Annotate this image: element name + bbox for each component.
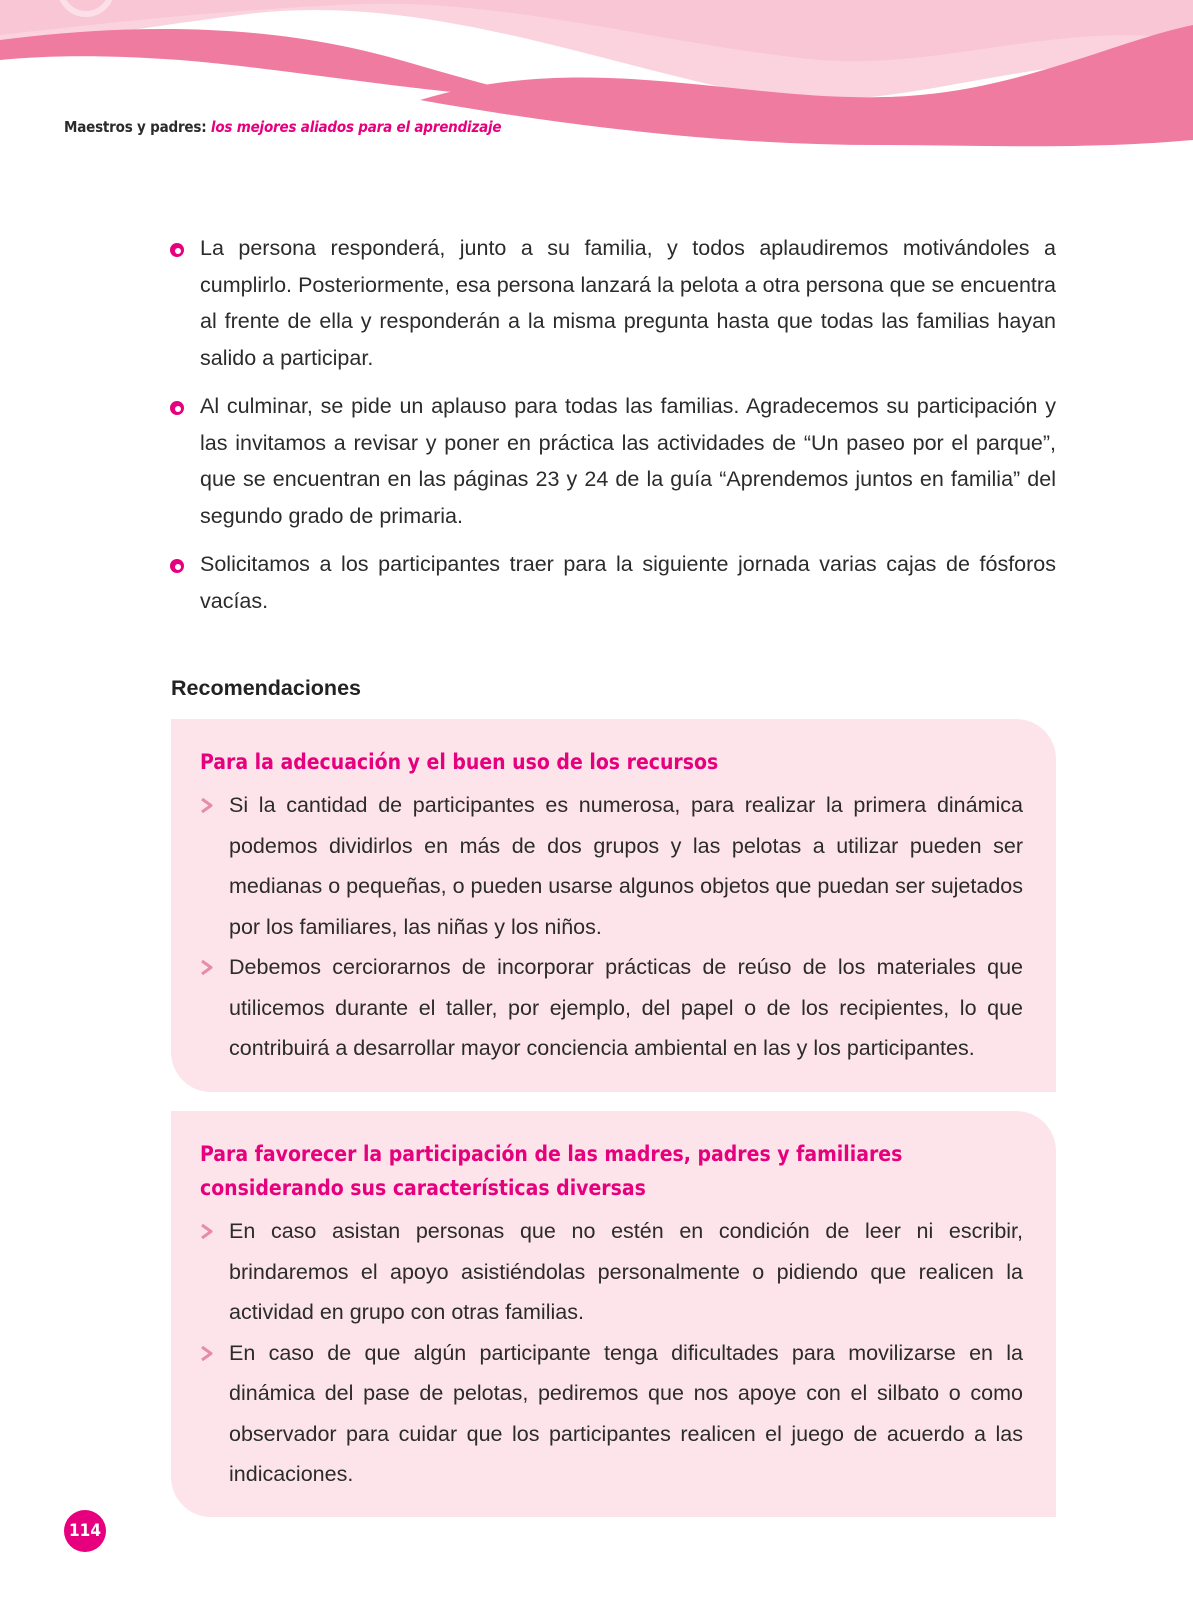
pink-circle-bullet-icon — [170, 243, 184, 257]
series-subtitle: los mejores aliados para el aprendizaje — [210, 118, 502, 136]
recommendation-box-participation — [171, 1111, 1056, 1517]
pink-circle-bullet-icon — [170, 401, 184, 415]
list-item — [200, 785, 1023, 947]
chevron-right-icon — [200, 960, 213, 975]
box-title: Para favorecer la participación de las madres, padres y familiares considerando sus características diversas — [200, 1142, 903, 1200]
recommendation-box-resources — [171, 719, 1056, 1092]
list-item-text: En caso asistan personas que no estén en condición de leer ni escribir, brindaremos el apoyo asistiéndolas personalmente o pidiendo que realicen la actividad en grupo con otras familias. — [229, 1219, 1023, 1324]
list-item-text: Si la cantidad de participantes es numerosa, para realizar la primera dinámica podemos dividirlos en más de dos grupos y las pelotas a utilizar pueden ser medianas o pequeñas, o pueden usarse algunos objetos que puedan ser sujetados por los familiares, las niñas y los niños. — [229, 793, 1023, 939]
running-head — [64, 118, 501, 136]
list-item-text: Debemos cerciorarnos de incorporar prácticas de reúso de los materiales que utilicemos durante el taller, por ejemplo, del papel o de los recipientes, lo que contribuirá a desarrollar mayor conciencia ambiental en las y los participantes. — [229, 955, 1023, 1060]
header-wave-decoration — [0, 0, 1193, 160]
box-item-list — [200, 785, 1023, 1069]
bullet-item — [170, 546, 1056, 619]
list-item-text: En caso de que algún participante tenga dificultades para movilizarse en la dinámica del pase de pelotas, pediremos que nos apoye con el silbato o como observador para cuidar que los participantes realicen el juego de acuerdo a las indicaciones. — [229, 1340, 1023, 1486]
list-item — [200, 947, 1023, 1069]
bullet-text: La persona responderá, junto a su familia, y todos aplaudiremos motivándoles a cumplirlo. Posteriormente, esa persona lanzará la pelota a otra persona que se encuentra al frente de ella y responderán a la misma pregunta hasta que todas las familias hayan salido a participar. — [200, 236, 1056, 370]
bullet-text: Al culminar, se pide un aplauso para todas las familias. Agradecemos su participación y las invitamos a revisar y poner en práctica las actividades de “Un paseo por el parque”, que se encuentran en las páginas 23 y 24 de la guía “Aprendemos juntos en familia” del segundo grado de primaria. — [200, 394, 1056, 528]
bullet-list — [170, 230, 1056, 631]
list-item — [200, 1333, 1023, 1495]
chevron-right-icon — [200, 1346, 213, 1361]
bullet-item — [170, 230, 1056, 376]
box-title: Para la adecuación y el buen uso de los recursos — [200, 750, 719, 774]
box-item-list — [200, 1211, 1023, 1495]
chevron-right-icon — [200, 798, 213, 813]
recommendations-heading: Recomendaciones — [171, 676, 361, 700]
bullet-text: Solicitamos a los participantes traer para la siguiente jornada varias cajas de fósforos vacías. — [200, 552, 1056, 613]
pink-circle-bullet-icon — [170, 559, 184, 573]
list-item — [200, 1211, 1023, 1333]
series-title: Maestros y padres: — [64, 118, 207, 136]
chevron-right-icon — [200, 1224, 213, 1239]
bullet-item — [170, 388, 1056, 534]
page-number: 114 — [64, 1510, 106, 1552]
